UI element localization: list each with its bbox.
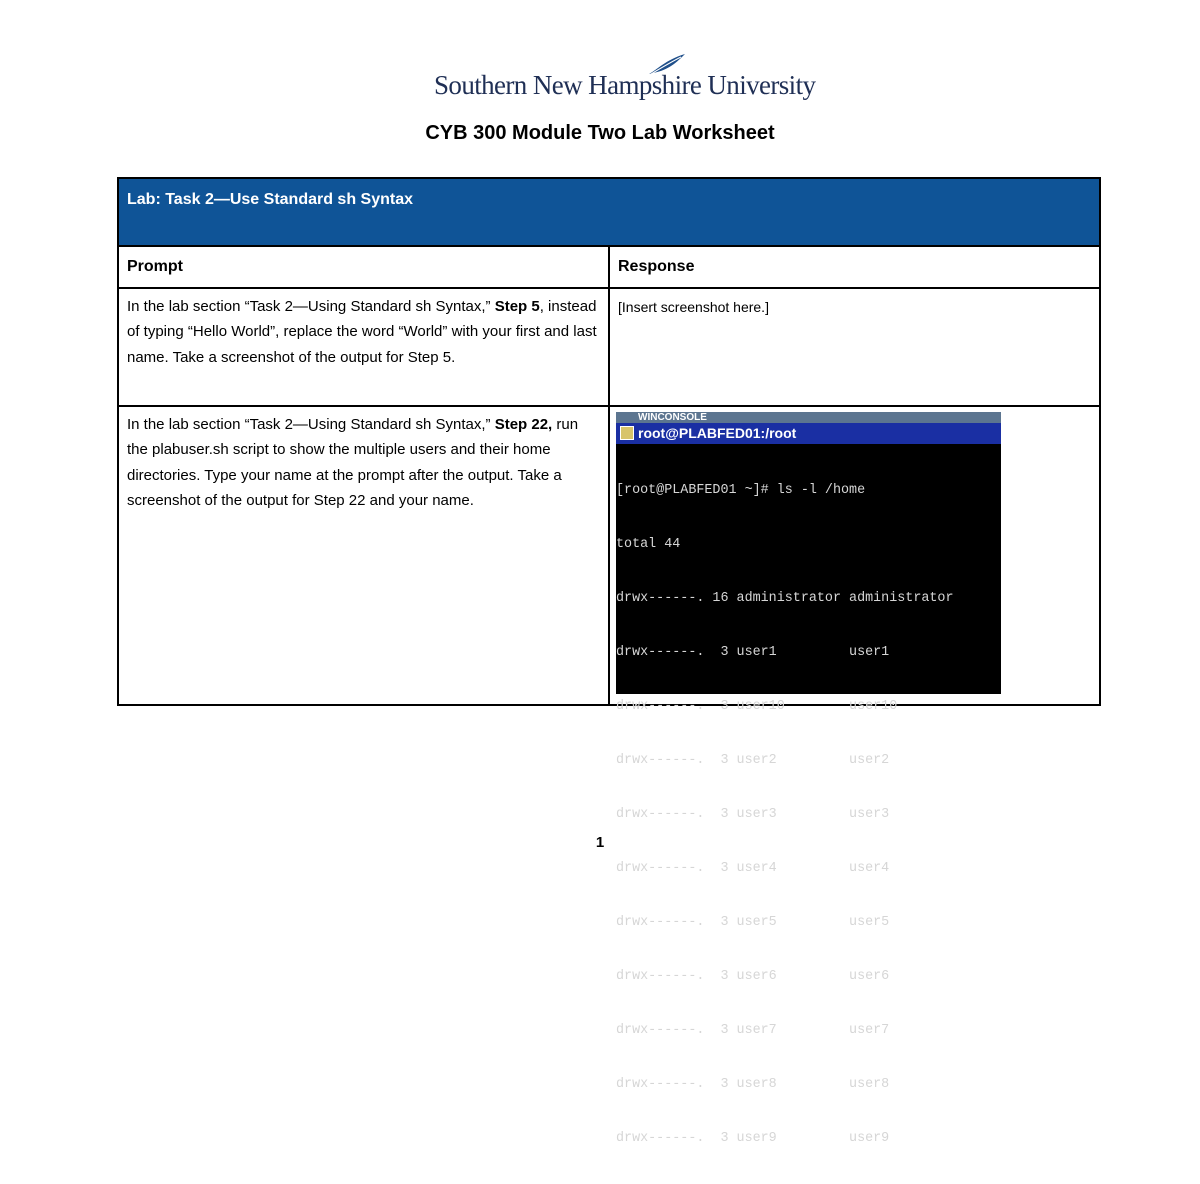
response-column-header: Response	[609, 246, 1100, 288]
terminal-output	[616, 444, 1001, 1184]
prompt-text: run the plabuser.sh script to show the multiple users and their home directories. Type your name at the prompt after the output. Take a screenshot of the output for Step 22 and your name.	[127, 415, 579, 509]
response-screenshot-cell	[609, 406, 1100, 1146]
lab-title: Lab: Task 2—Use Standard sh Syntax	[118, 178, 1100, 246]
table-row	[118, 406, 1100, 705]
prompt-text: In the lab section “Task 2—Using Standard sh Syntax,”	[127, 415, 495, 433]
terminal-line: drwx------. 3 user3 user3	[616, 806, 890, 822]
prompt-text: In the lab section “Task 2—Using Standard sh Syntax,”	[127, 297, 495, 315]
prompt-cell	[118, 406, 609, 705]
leaf-icon	[647, 52, 687, 76]
prompt-text: , instead of typing “Hello World”, replace the word “World” with your first and last name. Take a screenshot of the output for Step 5.	[127, 297, 597, 366]
terminal-top-label: WINCONSOLE	[616, 412, 1001, 423]
prompt-step: Step 22,	[494, 415, 553, 433]
prompt-step: Step 5	[494, 297, 540, 315]
terminal-window-title: root@PLABFED01:/root	[638, 424, 797, 441]
terminal-screenshot	[616, 411, 1001, 1146]
prompt-column-header: Prompt	[118, 246, 609, 288]
terminal-line: drwx------. 3 user7 user7	[616, 1022, 890, 1038]
logo-text: Southern New Hampshire University	[434, 70, 816, 100]
terminal-icon	[620, 426, 634, 440]
terminal-line: drwx------. 3 user4 user4	[616, 860, 890, 876]
terminal-line: drwx------. 3 user2 user2	[616, 752, 890, 768]
terminal-line: drwx------. 3 user10 user10	[616, 698, 898, 714]
terminal-line: drwx------. 3 user1 user1	[616, 644, 890, 660]
terminal-line: drwx------. 3 user9 user9	[616, 1130, 890, 1146]
prompt-cell	[118, 288, 609, 406]
page-number: 1	[595, 834, 605, 851]
table-row	[118, 288, 1100, 406]
terminal-line: drwx------. 3 user8 user8	[616, 1076, 890, 1092]
terminal-line: drwx------. 16 administrator administrator	[616, 590, 954, 606]
terminal-line: drwx------. 3 user6 user6	[616, 968, 890, 984]
terminal-line: total 44	[616, 536, 681, 552]
snhu-logo	[434, 52, 816, 104]
terminal-line: drwx------. 3 user5 user5	[616, 914, 890, 930]
document-title: CYB 300 Module Two Lab Worksheet	[425, 122, 775, 144]
worksheet-table	[117, 177, 1101, 1146]
terminal-line: [root@PLABFED01 ~]# ls -l /home	[616, 482, 866, 498]
terminal-titlebar	[616, 423, 1001, 444]
response-placeholder[interactable]: [Insert screenshot here.]	[609, 288, 1100, 406]
